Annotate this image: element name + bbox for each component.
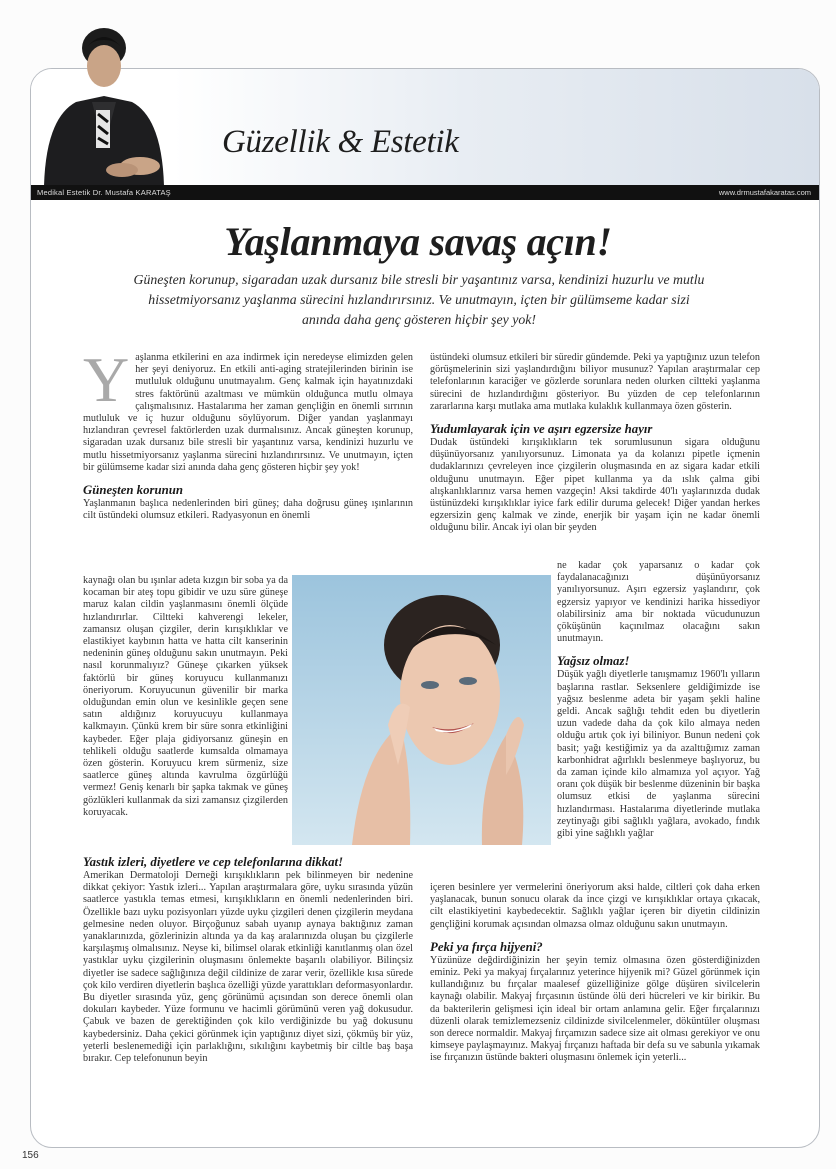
section-body: kaynağı olan bu ışınlar adeta kızgın bir soba ya da kocaman bir ateş topu gibidir ve uzu süre güneşe maruz kalan cildin yaşlanmasını önemli ölçüde hızlandırırlar. Ciltteki kahverengi lekeler, zamansız oluşan çizgiler, derin kırışıklıklar ve elastikiyet kaybının hatta ve hatta cilt kanserinin nedeninin güneş olduğunu sakın unutmayın. Peki nasıl korunmalıyız? Güneşe çıkarken yüksek faktörlü bir güneş koruyucu kullanmanızı öneriyorum. Koruyucunun güvenilir bir marka olduğundan emin olun ve kesinlikle geçen sene satın aldığınız koruyucuyu kullanmaya kalkmayın. Çünkü krem bir süre sonra etkinliğini kaybeder. Eğer plaja gidiyorsanız güneşin en tehlikeli olduğu saatlerde kumsalda olmamaya özen gösterin. Koruyucu krem sürmeniz, size saatlerce güneş altında kavrulma özgürlüğü vermez! Geniş kenarlı bir şapka takmak ve güneş gözlükleri kullanmak da sizi zamansız çizgilerden koruyacak. — [83, 575, 288, 818]
section-body: Dudak üstündeki kırışıklıkların tek sorumlusunun sigara olduğunu düşünüyorsanız yanılıyorsunuz. Limonata ya da kolanızı pipetle içmenin dudaklarınızı çevreleyen ince çizgilerin oluşmasında en az sigara kadar etkili olduğunu unutmayın. Eğer pipet kullanma ya da ıslık çalma gibi alışkanlıklarınız varsa hemen vazgeçin! Aksi takdirde 40'lı yaşlarınızda dudak üstünüzdeki kırışıklıklar iyice fark edilir duruma gelecek! Diğer yandan herkes egzersizin genç kalmak ve zinde, enerjik bir yaşam için ne kadar önemli olduğunu bilir. Ancak iyi olan bir şeyden — [430, 437, 760, 534]
woman-photo — [292, 575, 551, 845]
section-body: içeren besinlere yer vermelerini öneriyorum aksi halde, ciltleri çok daha erken yaşlanacak, bunun sonucu olarak da ince çizgi ve kırışıklıklar ortaya çıkacak, cilt elastikiyetini kaybedecektir. Sağlıklı yağlar içeren bir diyetin cildinizin gençliğini korumak açısından olmazsa olmaz olduğunu sakın unutmayın. — [430, 882, 760, 930]
author-credit: Medikal Estetik Dr. Mustafa KARATAŞ — [37, 188, 171, 197]
section-heading: Peki ya fırça hijyeni? — [430, 939, 543, 954]
article-subtitle: Güneşten korunup, sigaradan uzak dursanız bile stresli bir yaşantınız varsa, kendinizi huzurlu ve mutlu hissetmiyorsanız yaşlanma sürecini hızlandırırsınız. Ve unutmayın, içten bir gülümseme kadar sizi anında daha genç gösteren hiçbir şey yok! — [133, 272, 705, 327]
section-body: Yüzünüze değdirdiğinizin her şeyin temiz olmasına özen gösterdiğinizden eminiz. Peki ya makyaj fırçalarınız yeterince hijyenik mi? Güzel görünmek için kullandığınız bu fırçalar maalesef güzelliğinize gölge düşüren sivilcelerin kaynağı olabilir. Makyaj fırçasının üstünde ölü deri hücreleri ve kir birikir. Bu da bakterilerin gelişmesi için ideal bir ortam anlamına gelir. Eğer fırçalarınızı düzenli olarak temizlemezseniz cildinizde sivilcelenmeler, döküntüler oluşması son derece normaldir. Makyaj fırçamızın sadece size ait olması gerekiyor ve onu kimseye paylaşmayınız. Makyaj fırçanızı haftada bir defa su ve sabunla yıkamak ise fırçanızın üstünde bakteri oluşmasını önlemek için yeterli... — [430, 954, 760, 1064]
column-left-top — [83, 344, 413, 522]
column-left-wrap — [83, 575, 288, 819]
column-right-bottom — [430, 882, 760, 1065]
section-body: üstündeki olumsuz etkileri bir süredir gündemde. Peki ya yaptığınız uzun telefon görüşmelerinin sizi yaşlandırdığını biliyor musunuz? Yapılan araştırmalar cep telefonlarının karaciğer ve gözlerde sorunlara neden olurken ciltteki yaşlanma sürecini de hızlandırdığını gösteriyor. Bu yüzden de cep telefonlarının zararlarına karşı mutlaka ama mutlaka kulaklık kullanmaya özen gösterin. — [430, 352, 760, 412]
section-heading: Güneşten korunun — [83, 483, 183, 498]
section-body: Amerikan Dermatoloji Derneği kırışıklıkların pek bilinmeyen bir nedenine dikkat çekiyor: Yastık izleri... Yapılan araştırmalara göre, uyku sırasında yüzün saatlerce yastıkla temas etmesi, kırışıklıkların en önemli nedenlerinden biri. Özellikle bazı uyku pozisyonları yüzde uyku çizgileri denen çizgilerin meydana gelmesine neden oluyor. Birçoğunuz sabah uyanıp aynaya baktığınız zaman yanaklarınızda, gözlerinizin altında ya da kaş aralarınızda oluşan bu çizgilerle karşılaşmış olmalısınız. Neyse ki, bilimsel olarak etkinliği kanıtlanmış olan özel yastıklar uyku çizgilerinin oluşmasını önlemekte başarılı olabiliyor. Bilinçsiz diyetler ise sadece sağlığınıza değil cildinize de zarar verir, özellikle kısa sürede çok kilo verdiren diyetlerin başlıca özelliği yüzde yarattıkları deformasyonlardır. Bu diyetler sırasında yüz, genç görünümü açısından son derece önemli olan dokuları kaybeder. Yüze formunu ve hacimli görümünü veren yağ dokusudur. Çabuk ve bazen de gerektiğinden çok kilo verdiğinizde bu yağ dokusunu kaybedersiniz. Daha çekici görünmek için yaptığınız diyet sizi, çökmüş bir yüz, yeterli beslenemediği için parlaklığını, sıkılığını kaybetmiş bir ciltle baş başa bırakır. Cep telefonunun beyin — [83, 870, 413, 1065]
page-number: 156 — [22, 1150, 39, 1161]
column-right-top — [430, 352, 760, 535]
section-heading: Yudumlayarak için ve aşırı egzersize hayır — [430, 422, 653, 437]
section-body: Yaşlanmanın başlıca nedenlerinden biri güneş; daha doğrusu güneş ışınlarının cilt üstündeki olumsuz etkileri. Radyasyonun en önemli — [83, 498, 413, 522]
section-heading: Yağsız olmaz! — [557, 654, 630, 669]
column-right-wrap — [557, 560, 760, 840]
website-link[interactable]: www.drmustafakaratas.com — [718, 188, 811, 197]
intro-paragraph: aşlanma etkilerini en aza indirmek için neredeyse elimizden gelen her şeyi deniyoruz. En etkili anti-aging stratejilerinden birinin ise mutluluk olduğunu unutmayalım. Genç kalmak için hayatınızdaki stres faktörünü azaltması ve mümkün olduğunca mutlu olmaya çalışmalısınız. Hastalarıma her zaman gençliğin en önemli sırrının mutluluk ve iç huzur olduğunu söylüyorum. Diğer yandan yaşlanmayı hızlandıran çevresel faktörlerden uzak durmalısınız. Ancak güneşten korunup, sigaradan uzak dursanız bile stresli bir yaşantınız varsa, kendinizi huzurlu ve mutlu hissetmiyorsanız yaşlanma sürecini hızlandırırsınız. Ve unutmayın, içten bir gülümseme kadar sizi anında daha genç gösteren hiçbir şey yok! — [83, 352, 413, 473]
author-bar — [31, 185, 819, 200]
section-body: Düşük yağlı diyetlerle tanışmamız 1960'lı yılların başlarına rastlar. Seksenlere geldiğimizde ise yağsız beslenme adeta bir yaşam şekli haline geldi. Ancak sağlığı tehdit eden bu diyetlerin uzun vadede daha da çok kilo almaya neden olduğu artık çok iyi biliniyor. Bunun nedeni çok basit; yağı kestiğimiz ya da azalttığımız zaman karbonhidrat ağırlıklı beslenmeye başlıyoruz, bu da zaman içinde kilo almamıza yol açıyor. Yağ oranı çok düşük bir beslenme düzeninin bir başka olumsuz etkisi de yaşlanma sürecini hızlandırması. Hastalarıma diyetlerinde mutlaka zeytinyağı gibi sağlıklı yağlara, avokado, fındık gibi yine sağlıklı yağlar — [557, 669, 760, 840]
section-body: ne kadar çok yaparsanız o kadar çok faydalanacağınızı düşünüyorsanız yanılıyorsunuz. Aşırı egzersiz yaşlandırır, çok egzersiz yapıyor ve kendinizi harika hissediyor olabilirsiniz ama bir noktada vücudunuzun çöküşünün kaçınılmaz olacağını sakın unutmayın. — [557, 560, 760, 645]
column-left-bottom — [83, 855, 413, 1065]
section-heading: Yastık izleri, diyetlere ve cep telefonlarına dikkat! — [83, 855, 344, 869]
dropcap: Y — [83, 344, 130, 415]
article-title: Yaşlanmaya savaş açın! — [224, 219, 612, 264]
section-title: Güzellik & Estetik — [222, 124, 459, 160]
author-portrait — [36, 18, 168, 186]
